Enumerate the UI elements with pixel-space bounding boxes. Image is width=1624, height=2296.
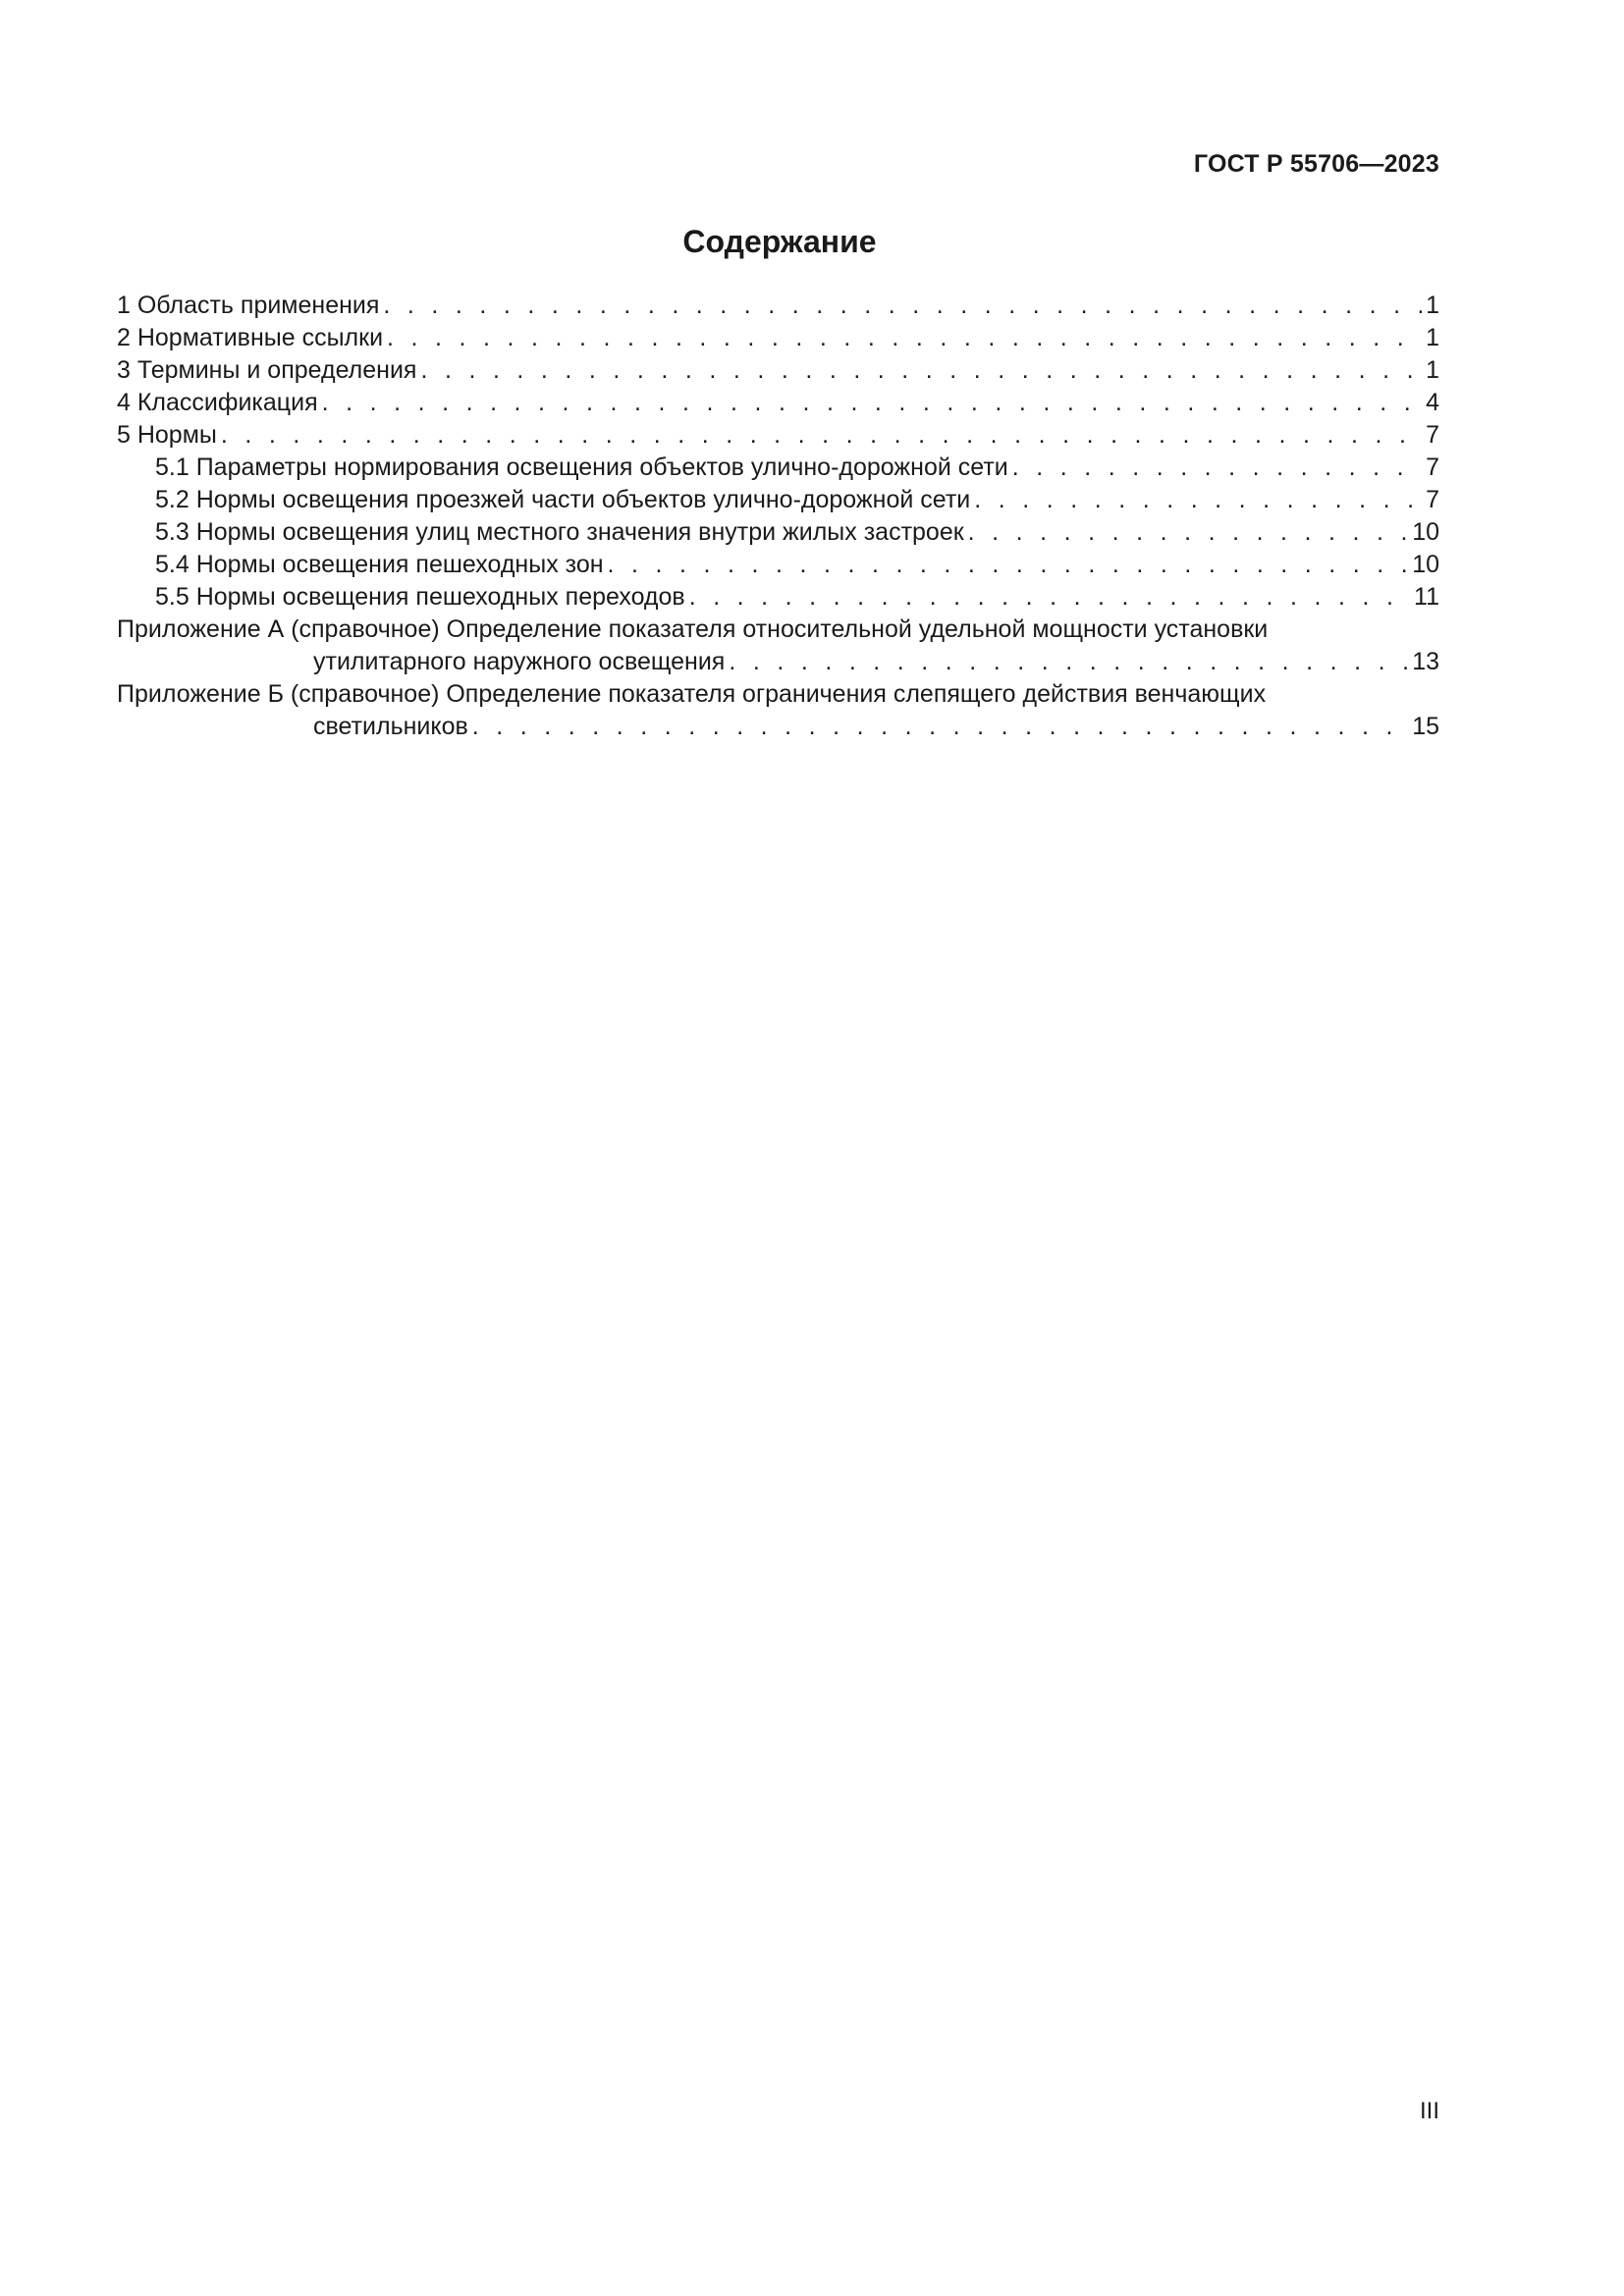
toc-entry-5[interactable]	[117, 419, 1439, 452]
toc-entry-line	[117, 711, 1439, 743]
toc-entry-text: Приложение Б (справочное) Определение показателя ограничения слепящего действия венчающих	[117, 680, 1267, 708]
toc-leader-dots	[383, 290, 1422, 322]
toc-entry-appendix-a[interactable]	[117, 614, 1439, 678]
toc-entry-line	[117, 614, 1439, 646]
toc-entry-4[interactable]	[117, 387, 1439, 419]
toc-entry-5-3[interactable]	[117, 516, 1439, 549]
toc-entry-page: 10	[1412, 518, 1439, 546]
toc-entry-page: 1	[1426, 356, 1439, 384]
toc-entry-text: светильников	[313, 713, 468, 740]
toc-entry-appendix-b[interactable]	[117, 678, 1439, 743]
toc-leader-dots	[689, 581, 1410, 614]
toc-leader-dots	[387, 322, 1422, 354]
toc-entry-text: 5 Нормы	[117, 421, 217, 449]
toc-entry-page: 7	[1426, 421, 1439, 449]
toc-entry-text: 5.1 Параметры нормирования освещения объектов улично-дорожной сети	[155, 454, 1008, 481]
toc-leader-dots	[221, 419, 1422, 452]
toc-entry-text: 5.4 Нормы освещения пешеходных зон	[155, 551, 604, 578]
toc-entry-page: 10	[1412, 551, 1439, 578]
toc-entry-page: 7	[1426, 486, 1439, 513]
toc-leader-dots	[1012, 452, 1422, 484]
toc-entry-2[interactable]	[117, 322, 1439, 354]
toc-leader-dots	[974, 484, 1422, 516]
document-code: ГОСТ Р 55706—2023	[1193, 150, 1439, 178]
toc-entry-line	[117, 678, 1439, 711]
toc-entry-page: 15	[1412, 713, 1439, 740]
toc-entry-5-5[interactable]	[117, 581, 1439, 614]
page-number: III	[1419, 2098, 1439, 2124]
toc-entry-page: 13	[1412, 648, 1439, 675]
toc-leader-dots	[729, 646, 1408, 678]
toc-leader-dots	[608, 549, 1409, 581]
toc-entry-page: 7	[1426, 454, 1439, 481]
toc-entry-page: 4	[1426, 389, 1439, 416]
table-of-contents	[117, 290, 1439, 743]
toc-entry-text: 5.3 Нормы освещения улиц местного значения внутри жилых застроек	[155, 518, 964, 546]
toc-entry-text: 3 Термины и определения	[117, 356, 417, 384]
toc-leader-dots	[968, 516, 1409, 549]
toc-entry-1[interactable]	[117, 290, 1439, 322]
toc-entry-page: 11	[1414, 583, 1439, 611]
toc-entry-text: 1 Область применения	[117, 292, 380, 319]
toc-entry-text: 5.2 Нормы освещения проезжей части объектов улично-дорожной сети	[155, 486, 971, 513]
toc-leader-dots	[322, 387, 1422, 419]
toc-entry-line	[117, 646, 1439, 678]
toc-entry-3[interactable]	[117, 354, 1439, 387]
toc-entry-page: 1	[1426, 324, 1439, 351]
toc-entry-text: 2 Нормативные ссылки	[117, 324, 384, 351]
toc-leader-dots	[472, 711, 1408, 743]
toc-title: Содержание	[682, 224, 877, 259]
toc-entry-text: утилитарного наружного освещения	[313, 648, 726, 675]
toc-entry-5-4[interactable]	[117, 549, 1439, 581]
toc-leader-dots	[420, 354, 1422, 387]
toc-entry-text: 5.5 Нормы освещения пешеходных переходов	[155, 583, 685, 611]
toc-entry-5-1[interactable]	[117, 452, 1439, 484]
toc-entry-text: Приложение А (справочное) Определение показателя относительной удельной мощности установки	[117, 615, 1269, 643]
toc-entry-text: 4 Классификация	[117, 389, 318, 416]
toc-entry-5-2[interactable]	[117, 484, 1439, 516]
toc-entry-page: 1	[1426, 292, 1439, 319]
